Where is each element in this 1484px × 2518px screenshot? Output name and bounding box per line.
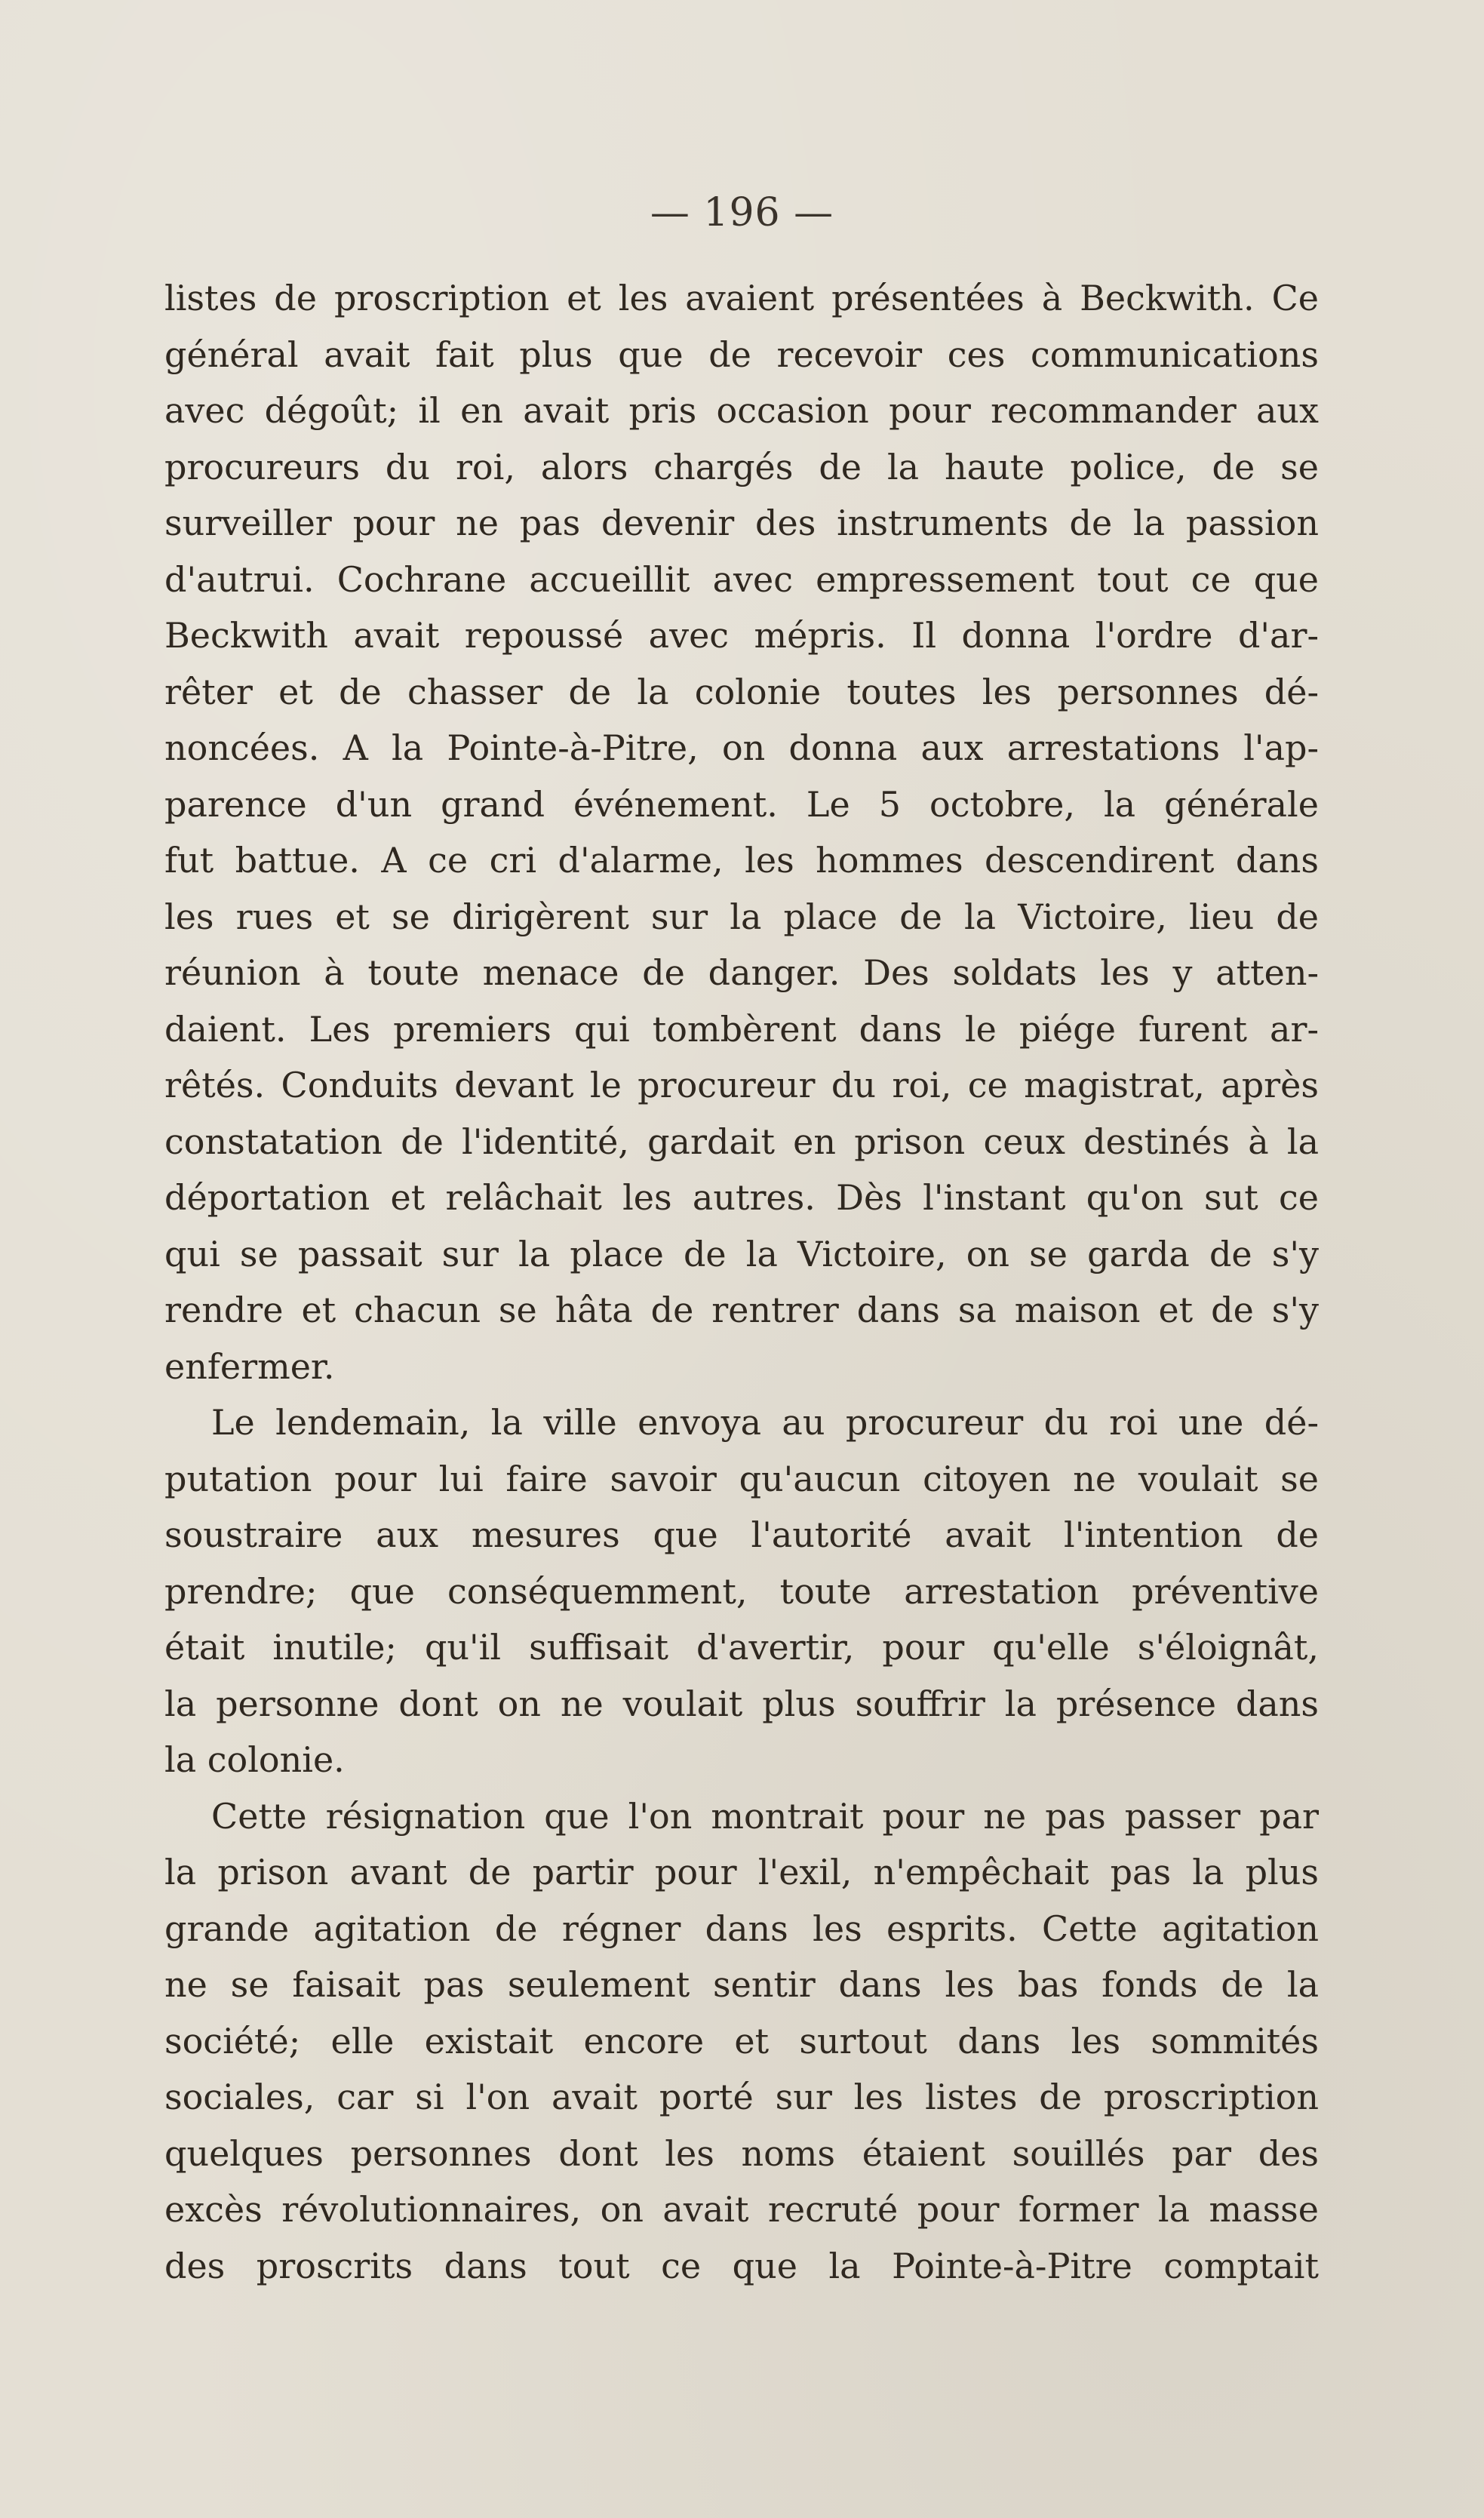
text-line: rêtés. Conduits devant le procureur du roi, ce magistrat, après bbox=[164, 1065, 1319, 1105]
body-text bbox=[164, 270, 1319, 2294]
text-line: société; elle existait encore et surtout dans les sommités bbox=[164, 2020, 1319, 2061]
text-line: quelques personnes dont les noms étaient souillés par des bbox=[164, 2132, 1319, 2174]
text-line: listes de proscription et les avaient présentées à Beckwith. Ce bbox=[164, 278, 1319, 318]
text-line: parence d'un grand événement. Le 5 octobre, la générale bbox=[164, 783, 1319, 825]
text-line: soustraire aux mesures que l'autorité avait l'intention de bbox=[164, 1514, 1319, 1555]
text-line: Beckwith avait repoussé avec mépris. Il donna l'ordre d'ar- bbox=[164, 615, 1319, 656]
text-line: grande agitation de régner dans les esprits. Cette agitation bbox=[164, 1908, 1319, 1949]
text-line: déportation et relâchait les autres. Dès l'instant qu'on sut ce bbox=[164, 1177, 1319, 1218]
paragraph-start-line: Le lendemain, la ville envoya au procureur du roi une dé- bbox=[211, 1402, 1319, 1443]
text-line: putation pour lui faire savoir qu'aucun citoyen ne voulait se bbox=[164, 1458, 1319, 1499]
text-line: rêter et de chasser de la colonie toutes les personnes dé- bbox=[164, 671, 1319, 712]
text-line: fut battue. A ce cri d'alarme, les hommes descendirent dans bbox=[164, 840, 1319, 881]
text-line: général avait fait plus que de recevoir ces communications bbox=[164, 334, 1319, 375]
text-line: surveiller pour ne pas devenir des instruments de la passion bbox=[164, 503, 1319, 543]
text-line: la prison avant de partir pour l'exil, n'empêchait pas la plus bbox=[164, 1852, 1319, 1892]
text-line: qui se passait sur la place de la Victoire, on se garda de s'y bbox=[164, 1233, 1319, 1274]
paragraph-end-line: enfermer. bbox=[164, 1345, 335, 1387]
text-line: réunion à toute menace de danger. Des soldats les y atten- bbox=[164, 952, 1319, 993]
paragraph-start-line: Cette résignation que l'on montrait pour ne pas passer par bbox=[211, 1795, 1319, 1837]
text-line: procureurs du roi, alors chargés de la haute police, de se bbox=[164, 446, 1319, 487]
text-line: avec dégoût; il en avait pris occasion pour recommander aux bbox=[164, 390, 1319, 431]
text-line: sociales, car si l'on avait porté sur les listes de proscription bbox=[164, 2077, 1319, 2117]
page-number: — 196 — bbox=[650, 190, 834, 235]
text-line: excès révolutionnaires, on avait recruté pour former la masse bbox=[164, 2189, 1319, 2230]
text-line: d'autrui. Cochrane accueillit avec empressement tout ce que bbox=[164, 558, 1319, 600]
text-line: daient. Les premiers qui tombèrent dans le piége furent ar- bbox=[164, 1008, 1319, 1050]
text-line: noncées. A la Pointe-à-Pitre, on donna aux arrestations l'ap- bbox=[164, 727, 1319, 768]
text-line: ne se faisait pas seulement sentir dans les bas fonds de la bbox=[164, 1964, 1319, 2005]
text-line: la personne dont on ne voulait plus souffrir la présence dans bbox=[164, 1683, 1319, 1724]
text-line: rendre et chacun se hâta de rentrer dans sa maison et de s'y bbox=[164, 1290, 1319, 1330]
text-line: prendre; que conséquemment, toute arrestation préventive bbox=[164, 1570, 1319, 1612]
text-line: constatation de l'identité, gardait en prison ceux destinés à la bbox=[164, 1121, 1319, 1162]
paragraph-end-line: la colonie. bbox=[164, 1739, 345, 1780]
text-line: était inutile; qu'il suffisait d'avertir, pour qu'elle s'éloignât, bbox=[164, 1627, 1319, 1668]
text-line: les rues et se dirigèrent sur la place de la Victoire, lieu de bbox=[164, 896, 1319, 937]
text-line: des proscrits dans tout ce que la Pointe-à-Pitre comptait bbox=[164, 2245, 1319, 2286]
